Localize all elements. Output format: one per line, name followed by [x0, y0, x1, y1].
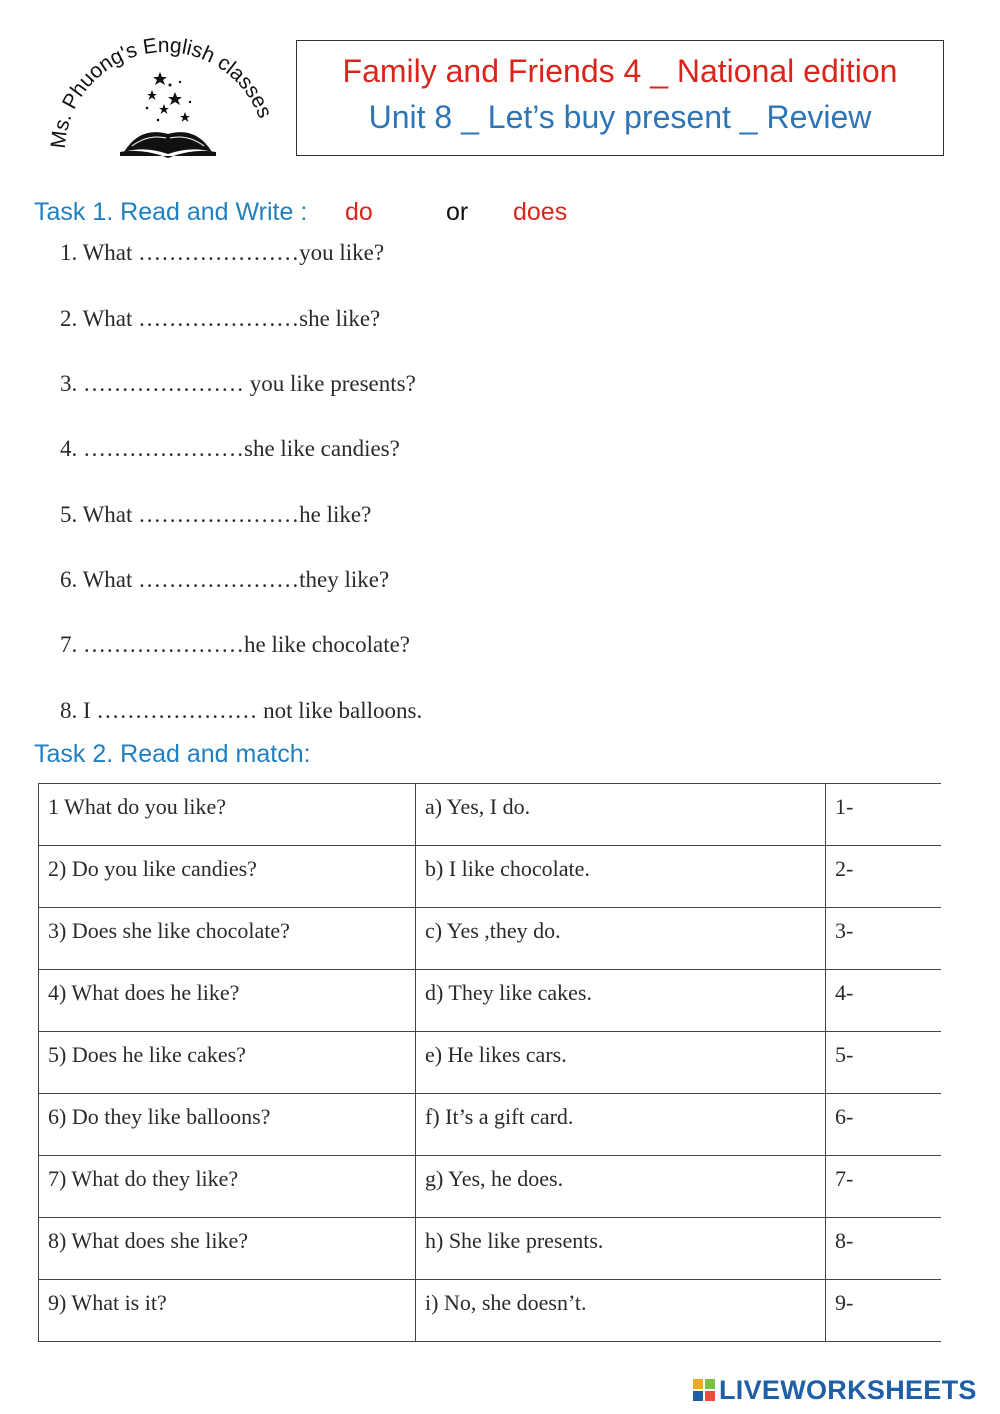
match-question: 4) What does he like? — [39, 970, 416, 1032]
match-slot[interactable]: 1- — [826, 784, 941, 846]
match-question: 2) Do you like candies? — [39, 846, 416, 908]
logo-text: Ms. Phuong's English classes — [46, 33, 277, 150]
option-do: do — [345, 198, 373, 226]
table-row — [39, 846, 941, 908]
question-7[interactable]: 7. …………………he like chocolate? — [60, 632, 411, 657]
table-row — [39, 1218, 941, 1280]
match-answer: h) She like presents. — [416, 1218, 826, 1280]
match-question: 7) What do they like? — [39, 1156, 416, 1218]
open-book-with-stars-icon — [40, 30, 285, 165]
match-answer: c) Yes ,they do. — [416, 908, 826, 970]
table-row — [39, 908, 941, 970]
match-slot[interactable]: 3- — [826, 908, 941, 970]
match-question: 1 What do you like? — [39, 784, 416, 846]
worksheet-subtitle: Unit 8 _ Let’s buy present _ Review — [368, 99, 872, 135]
logo — [40, 30, 285, 165]
footer-brand-text: LIVEWORKSHEETS — [719, 1374, 977, 1405]
match-answer: e) He likes cars. — [416, 1032, 826, 1094]
task1-heading: Task 1. Read and Write : — [34, 198, 308, 226]
match-question: 3) Does she like chocolate? — [39, 908, 416, 970]
match-table — [38, 783, 941, 1342]
table-row — [39, 970, 941, 1032]
question-6[interactable]: 6. What …………………they like? — [60, 567, 390, 592]
question-2[interactable]: 2. What …………………she like? — [60, 306, 381, 331]
worksheet-title: Family and Friends 4 _ National edition — [342, 53, 898, 89]
table-row — [39, 1156, 941, 1218]
match-question: 5) Does he like cakes? — [39, 1032, 416, 1094]
match-question: 6) Do they like balloons? — [39, 1094, 416, 1156]
table-row — [39, 1032, 941, 1094]
match-slot[interactable]: 2- — [826, 846, 941, 908]
match-slot[interactable]: 8- — [826, 1218, 941, 1280]
option-does: does — [513, 198, 568, 226]
match-question: 9) What is it? — [39, 1280, 416, 1342]
match-slot[interactable]: 9- — [826, 1280, 941, 1342]
match-answer: g) Yes, he does. — [416, 1156, 826, 1218]
svg-text:Ms. Phuong's English classes — [47, 34, 277, 150]
match-slot[interactable]: 4- — [826, 970, 941, 1032]
question-4[interactable]: 4. …………………she like candies? — [60, 436, 400, 461]
match-slot[interactable]: 7- — [826, 1156, 941, 1218]
question-8[interactable]: 8. I ………………… not like balloons. — [60, 698, 423, 723]
match-answer: f) It’s a gift card. — [416, 1094, 826, 1156]
table-row — [39, 1280, 941, 1342]
title-box — [296, 40, 944, 156]
question-3[interactable]: 3. ………………… you like presents? — [60, 371, 416, 396]
table-row — [39, 1094, 941, 1156]
footer-brand[interactable] — [692, 1374, 977, 1406]
question-5[interactable]: 5. What …………………he like? — [60, 502, 372, 527]
match-slot[interactable]: 6- — [826, 1094, 941, 1156]
match-slot[interactable]: 5- — [826, 1032, 941, 1094]
match-answer: i) No, she doesn’t. — [416, 1280, 826, 1342]
option-separator: or — [446, 198, 469, 226]
question-1[interactable]: 1. What …………………you like? — [60, 240, 385, 265]
task2-heading: Task 2. Read and match: — [34, 740, 311, 768]
liveworksheets-logo-icon — [692, 1378, 716, 1402]
table-row — [39, 784, 941, 846]
match-answer: b) I like chocolate. — [416, 846, 826, 908]
match-answer: d) They like cakes. — [416, 970, 826, 1032]
match-question: 8) What does she like? — [39, 1218, 416, 1280]
match-answer: a) Yes, I do. — [416, 784, 826, 846]
